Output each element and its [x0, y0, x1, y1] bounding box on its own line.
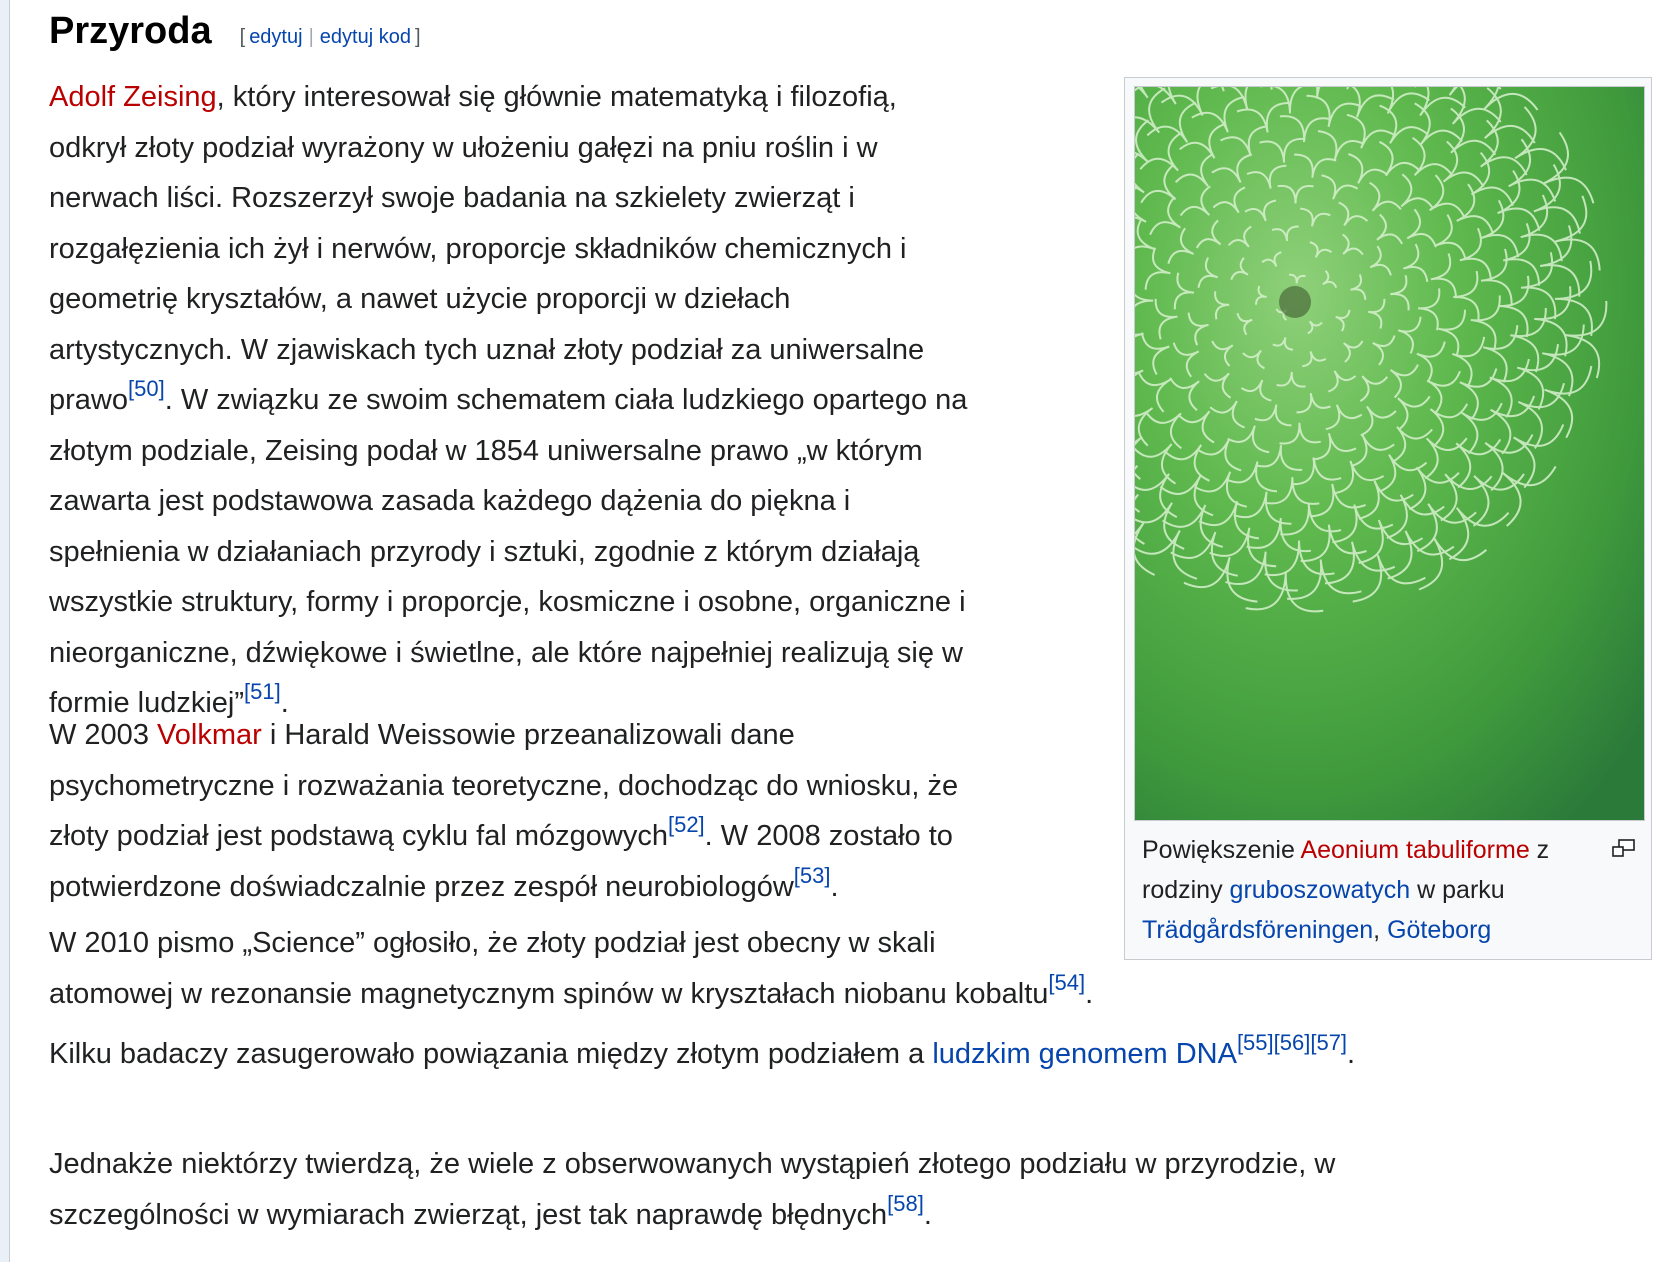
ref-53	[794, 863, 831, 888]
p2-line	[49, 811, 958, 862]
ref-56	[1274, 1030, 1311, 1055]
link-gruboszowate[interactable]: gruboszowatych	[1229, 876, 1411, 904]
paragraph-5	[49, 1139, 1335, 1240]
text: złoty podział jest podstawą cyklu fal mózgowych	[49, 820, 668, 852]
text: .	[1085, 977, 1094, 1010]
ref-link[interactable]: [52]	[667, 812, 705, 838]
text: rodziny	[1142, 876, 1230, 904]
text: atomowej w rezonansie magnetycznym spinów w kryształach niobanu kobaltu	[49, 977, 1049, 1010]
p5-line: Jednakże niektórzy twierdzą, że wiele z obserwowanych wystąpień złotego podziału w przyrodzie, w	[49, 1148, 1336, 1180]
thumb-caption	[1142, 830, 1642, 950]
caption-line	[1142, 870, 1642, 910]
p2-line: psychometryczne i rozważania teoretyczne, dochodząc do wniosku, że	[49, 769, 959, 802]
paragraph-4	[49, 1029, 1355, 1080]
p1-line: wszystkie struktury, formy i proporcje, kosmiczne i osobne, organiczne i	[49, 586, 966, 618]
link-volkmar[interactable]: Volkmar	[157, 719, 262, 751]
text: potwierdzone doświadczalnie przez zespół neurobiologów	[49, 870, 794, 903]
p4-line	[49, 1029, 1355, 1080]
text: ,	[1373, 916, 1388, 944]
paragraph-1	[49, 72, 967, 729]
text: .	[923, 1198, 932, 1231]
text: . W związku ze swoim schematem ciała ludzkiego opartego na	[164, 384, 968, 416]
text: . W 2008 zostało to	[704, 820, 953, 852]
ref-link[interactable]: [55]	[1236, 1030, 1274, 1056]
text: prawo	[49, 384, 128, 416]
p1-line: rozgałęzienia ich żył i nerwów, proporcje składników chemicznych i	[49, 232, 907, 265]
p3-line	[49, 969, 1093, 1020]
text: W 2003	[49, 719, 157, 751]
text: szczególności w wymiarach zwierząt, jest tak naprawdę błędnych	[49, 1198, 888, 1231]
ref-58	[887, 1191, 924, 1216]
ref-link[interactable]: [58]	[887, 1190, 924, 1216]
ref-55	[1237, 1030, 1274, 1055]
p5-line	[49, 1190, 1335, 1241]
text: Powiększenie	[1142, 836, 1301, 864]
paragraph-3	[49, 918, 1093, 1019]
text: .	[830, 870, 839, 903]
p1-line: nieorganiczne, dźwiękowe i świetlne, ale które najpełniej realizują się w	[49, 636, 963, 669]
aeonium-photo[interactable]	[1134, 86, 1645, 821]
p3-line: W 2010 pismo „Science” ogłosiło, że złoty podział jest obecny w skali	[49, 927, 936, 959]
text: z	[1529, 836, 1550, 864]
ref-57	[1310, 1030, 1347, 1055]
ref-link[interactable]: [50]	[128, 376, 165, 402]
p1-line: spełnienia w działaniach przyrody i sztuki, zgodnie z którym działają	[49, 535, 920, 568]
edit-separator: |	[308, 26, 314, 48]
text: w parku	[1410, 876, 1505, 904]
succulent-rosette-image	[1135, 87, 1644, 820]
ref-link[interactable]: [51]	[244, 679, 281, 705]
p1-line: artystycznych. W zjawiskach tych uznał złoty podział za uniwersalne	[49, 333, 925, 366]
section-heading	[49, 10, 425, 54]
edit-section-links	[236, 26, 425, 49]
edit-close-bracket: ]	[414, 26, 421, 48]
p2-line	[49, 710, 958, 761]
link-ludzki-genom-dna[interactable]: ludzkim genomem DNA	[932, 1038, 1237, 1070]
text: .	[1347, 1038, 1356, 1070]
magnify-clip-icon[interactable]	[1611, 838, 1637, 860]
link-tradgardsforeningen[interactable]: Trädgårdsföreningen	[1142, 916, 1374, 944]
p1-line	[49, 375, 967, 426]
page-left-border	[0, 0, 10, 1262]
ref-link[interactable]: [54]	[1048, 969, 1086, 995]
text: i Harald Weissowie przeanalizowali dane	[261, 719, 795, 751]
ref-link[interactable]: [57]	[1310, 1030, 1348, 1056]
p1-line: geometrię kryształów, a nawet użycie proporcji w dziełach	[49, 283, 791, 315]
text: formie ludzkiej”	[49, 687, 244, 719]
edit-open-bracket: [	[239, 26, 246, 48]
section-title: Przyroda	[49, 10, 212, 52]
image-thumbnail	[1124, 77, 1652, 960]
p1-line: zawarta jest podstawowa zasada każdego dążenia do piękna i	[49, 485, 851, 517]
caption-line	[1142, 910, 1642, 950]
ref-51	[244, 679, 281, 704]
ref-50	[128, 376, 165, 401]
p1-line: złotym podziale, Zeising podał w 1854 uniwersalne prawo „w którym	[49, 434, 923, 467]
ref-52	[668, 812, 705, 837]
caption-line	[1142, 830, 1642, 870]
edit-code-link[interactable]: edytuj kod	[319, 26, 411, 48]
ref-link[interactable]: [53]	[793, 862, 831, 888]
text: .	[280, 687, 289, 719]
text: , który interesował się głównie matematyką i filozofią,	[216, 81, 897, 113]
ref-link[interactable]: [56]	[1273, 1030, 1311, 1056]
paragraph-2	[49, 710, 958, 912]
p1-line	[49, 72, 967, 123]
link-goteborg[interactable]: Göteborg	[1387, 916, 1492, 944]
link-aeonium-tabuliforme[interactable]: Aeonium tabuliforme	[1300, 836, 1530, 864]
p1-line: nerwach liści. Rozszerzył swoje badania na szkielety zwierząt i	[49, 182, 855, 214]
link-adolf-zeising[interactable]: Adolf Zeising	[49, 81, 217, 113]
edit-link[interactable]: edytuj	[249, 26, 303, 48]
text: Kilku badaczy zasugerowało powiązania między złotym podziałem a	[49, 1038, 933, 1070]
p1-line: odkrył złoty podział wyrażony w ułożeniu gałęzi na pniu roślin i w	[49, 131, 878, 164]
ref-54	[1048, 970, 1085, 995]
p2-line	[49, 862, 958, 913]
